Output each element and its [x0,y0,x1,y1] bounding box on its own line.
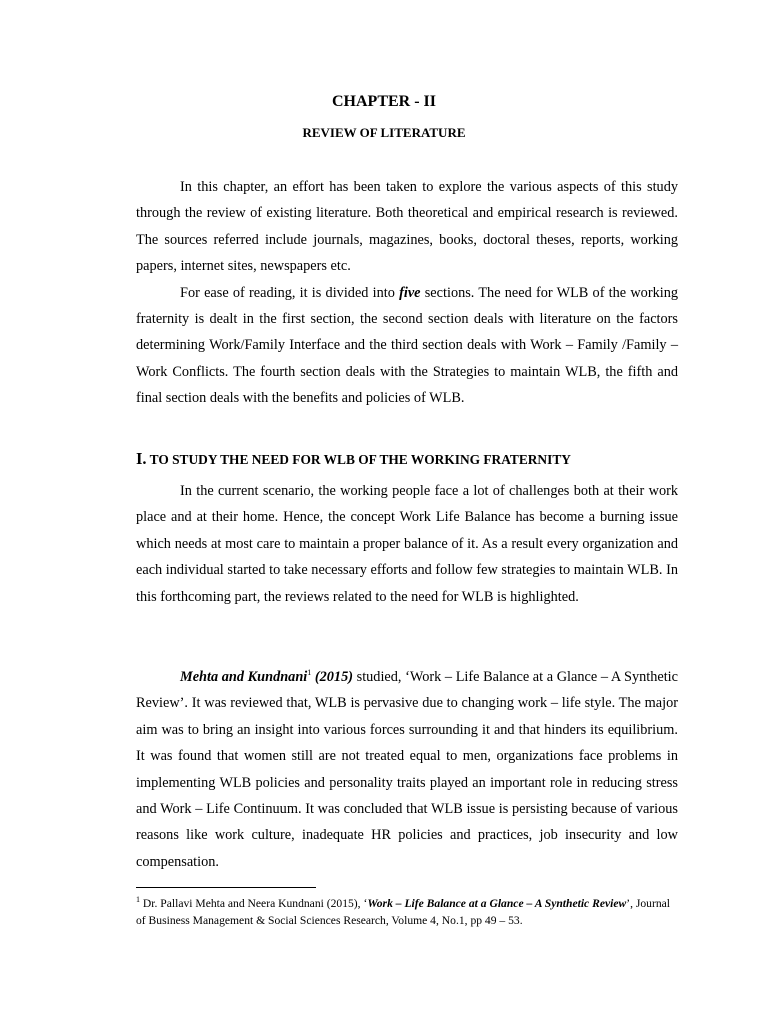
section-numeral: I. [136,449,147,468]
section-1-body [136,478,678,610]
intro-paragraph-2-rest: sections. The need for WLB of the working fraternity is dealt in the first section, the second section deals with literature on the factors determining Work/Family Interface and the third section deals with Work – Family /Family – Work Conflicts. The fourth section deals with the Strategies to maintain WLB, the fifth and final section deals with the benefits and policies of WLB. [136,284,678,407]
section-1-paragraph: In the current scenario, the working people face a lot of challenges both at their work place and at their home. Hence, the concept Work Life Balance has become a burning issue which needs at most care to maintain a proper balance of it. As a result every organization and each individual started to take necessary efforts and follow few strategies to maintain WLB. In this forthcoming part, the reviews related to the need for WLB is highlighted. [136,483,678,605]
section-heading [136,449,696,469]
intro-paragraph-2 [136,280,678,412]
footnote-lead: Dr. Pallavi Mehta and Neera Kundnani (2015), ‘ [140,897,368,910]
intro-paragraph-1: In this chapter, an effort has been taken to explore the various aspects of this study through the review of existing literature. Both theoretical and empirical research is reviewed. The sources referred include journals, magazines, books, doctoral theses, reports, working papers, internet sites, newspapers etc. [136,179,678,275]
review-paragraph [136,664,678,875]
review-text: studied, ‘Work – Life Balance at a Glance – A Synthetic Review’. It was reviewed that, WLB is pervasive due to changing work – life style. The major aim was to bring an insight into various forces surrounding it and that hinders its equilibrium. It was found that women still are not treated equal to men, organizations face problems in implementing WLB policies and personality traits played an important role in reducing stress and Work – Life Continuum. It was concluded that WLB issue is persisting because of various reasons like work culture, inadequate HR policies and practices, job insecurity and low compensation. [136,669,678,870]
footnote-reference[interactable]: 1 [307,668,312,678]
footnote [136,895,681,929]
footnote-citation: ’, Journal of Business Management & Social Sciences Research, Volume 4, No.1, pp 49 – 53. [136,897,671,927]
intro-paragraph-2-lead: For ease of reading, it is divided into [180,284,400,301]
review-authors: Mehta and Kundnani [180,669,308,685]
review-year: (2015) [311,669,353,685]
five-emphasis: five [399,284,421,301]
footnote-title: Work – Life Balance at a Glance – A Synthetic Review [367,897,627,910]
intro-section [136,174,678,412]
chapter-subtitle: REVIEW OF LITERATURE [302,125,466,140]
section-heading-text: TO STUDY THE NEED FOR WLB OF THE WORKING FRATERNITY [146,452,571,467]
footnote-divider [136,887,316,888]
footnote-mark: 1 [136,895,140,905]
chapter-title: CHAPTER - II [331,93,436,110]
review-entry [136,664,678,875]
